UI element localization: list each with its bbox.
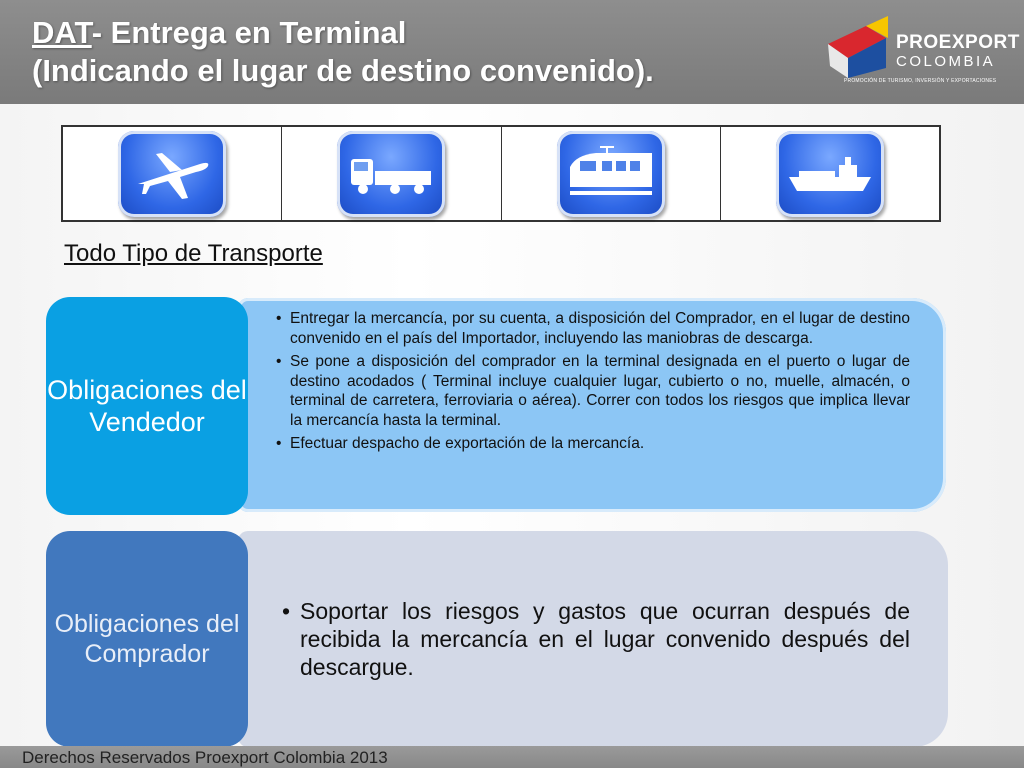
title-abbreviation: DAT xyxy=(32,15,92,50)
train-icon xyxy=(557,131,665,217)
copyright-text: Derechos Reservados Proexport Colombia 2013 xyxy=(22,748,388,767)
list-item: • Entregar la mercancía, por su cuenta, a disposición del Comprador, en el lugar de destino convenido en el país del Importador, incluyendo las maniobras de descarga. xyxy=(274,309,910,348)
title-line-2: (Indicando el lugar de destino convenido). xyxy=(32,53,654,88)
airplane-icon xyxy=(118,131,226,217)
ship-icon xyxy=(776,131,884,217)
seller-obligations-list xyxy=(274,309,910,458)
buyer-obligations-label: Obligaciones del Comprador xyxy=(46,531,248,747)
transport-cell-rail xyxy=(502,127,721,220)
transport-cell-sea xyxy=(721,127,939,220)
page-title xyxy=(32,14,654,90)
list-item: • Se pone a disposición del comprador en la terminal designada en el puerto o lugar de destino acodados ( Terminal incluye cualquier lugar, cubierto o no, muelle, almacén, o terminal de carretera, ferroviaria o aérea). Correr con todos los riesgos que implica llevar la mercancía hasta la terminal. xyxy=(274,352,910,430)
buyer-obligations-list xyxy=(280,597,910,681)
section-subtitle: Todo Tipo de Transporte xyxy=(64,240,323,267)
transport-cell-air xyxy=(63,127,282,220)
logo-country: COLOMBIA xyxy=(896,53,996,70)
logo-name: PROEXPORT xyxy=(896,32,1020,53)
logo-tagline: PROMOCIÓN DE TURISMO, INVERSIÓN Y EXPORTACIONES xyxy=(844,78,997,84)
seller-obligations-label: Obligaciones del Vendedor xyxy=(46,297,248,515)
footer-bar xyxy=(0,746,1024,768)
list-item: • Soportar los riesgos y gastos que ocurran después de recibida la mercancía en el lugar convenido después del descargue. xyxy=(280,597,910,681)
list-item: • Efectuar despacho de exportación de la mercancía. xyxy=(274,434,910,454)
title-main: - Entrega en Terminal xyxy=(91,15,407,50)
transport-cell-road xyxy=(282,127,501,220)
transport-table xyxy=(61,125,941,222)
title-bar xyxy=(0,0,1024,104)
truck-icon xyxy=(337,131,445,217)
